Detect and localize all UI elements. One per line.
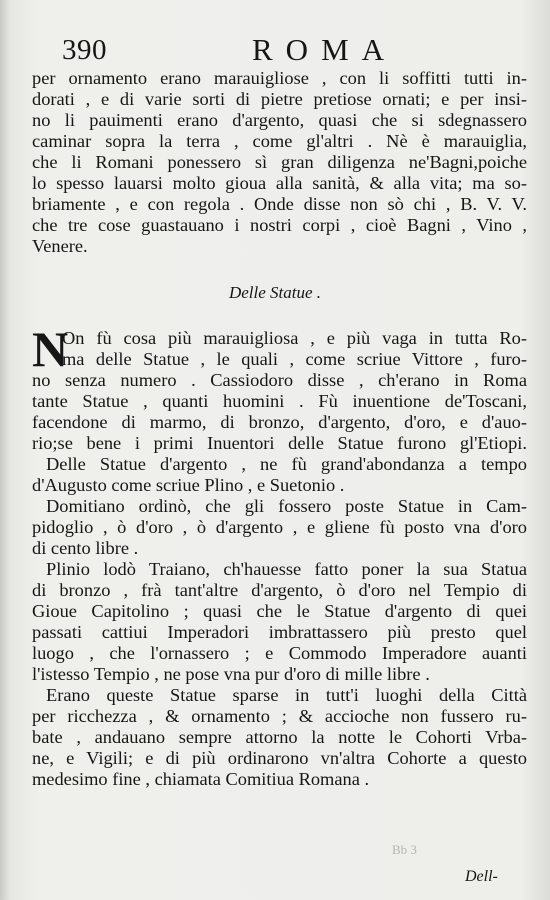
- text-line: Domitiano ordinò, che gli fossero poste Statue in Cam-: [46, 496, 527, 516]
- section-heading: Delle Statue .: [228, 283, 322, 302]
- text-line: passati cattiui Imperadori imbrattassero più presto quel: [32, 622, 527, 642]
- text-line: l'istesso Tempio , ne pose vna pur d'oro di mille libre .: [32, 664, 430, 684]
- drop-cap: N: [32, 321, 69, 377]
- text-line: bate , andauano sempre attorno la notte le Cohorti Vrba-: [32, 727, 527, 747]
- text-line: briamente , e con regola . Onde disse non sò chi , B. V. V.: [32, 194, 527, 214]
- paragraph-statues-intro: [32, 328, 527, 454]
- text-line: Gioue Capitolino ; quasi che le Statue d'argento di quei: [32, 601, 527, 621]
- running-head: [62, 30, 522, 70]
- text-line: di cento libre .: [32, 538, 139, 558]
- page-number: 390: [62, 34, 107, 66]
- text-line: Venere.: [32, 236, 88, 256]
- text-line: no li pauimenti erano d'argento, quasi che si sdegnassero: [32, 110, 527, 130]
- text-line: pidoglio , ò d'oro , ò d'argento , e gliene fù posto vna d'oro: [32, 517, 527, 537]
- text-line: dorati , e di varie sorti di pietre pretiose ornati; e per insi-: [32, 89, 527, 109]
- text-line: tante Statue , quanti huomini . Fù inuentione de'Toscani,: [32, 391, 527, 411]
- text-line: ne, e Vigili; e di più ordinarono vn'altra Cohorte a questo: [32, 748, 527, 768]
- signature-mark: Bb 3: [392, 842, 417, 857]
- paragraph-baths-end: [32, 68, 527, 257]
- text-line: di bronzo , frà tant'altre d'argento, ò d'oro nel Tempio di: [32, 580, 527, 600]
- paragraphs-statues: [32, 454, 527, 790]
- text-line: Erano queste Statue sparse in tutt'i luoghi della Città: [46, 685, 527, 705]
- text-line: medesimo fine , chiamata Comitiua Romana .: [32, 769, 370, 789]
- text-line: Delle Statue d'argento , ne fù grand'abondanza a tempo: [46, 454, 527, 474]
- text-line: caminar sopra la terra , come gl'altri . Nè è marauiglia,: [32, 131, 527, 151]
- catchword: Dell-: [465, 868, 498, 885]
- paragraph-trajan: [32, 559, 527, 685]
- paragraph-cohorts: [32, 685, 527, 790]
- text-line: On fù cosa più marauigliosa , e più vaga in tutta Ro-: [62, 328, 527, 348]
- text-line: rio;se bene i primi Inuentori delle Statue furono gl'Etiopi.: [32, 433, 527, 453]
- text-line: Plinio lodò Traiano, ch'hauesse fatto poner la sua Statua: [46, 559, 527, 579]
- text-line: per ornamento erano marauigliose , con li soffitti tutti in-: [32, 68, 527, 88]
- text-line: facendone di marmo, di bronzo, d'argento, d'oro, e d'auo-: [32, 412, 527, 432]
- text-line: che tre cose guastauano i nostri corpi , cioè Bagni , Vino ,: [32, 215, 527, 235]
- text-line: che li Romani ponessero sì gran diligenza ne'Bagni,poiche: [32, 152, 527, 172]
- text-line: d'Augusto come scriue Plino , e Suetonio .: [32, 475, 345, 495]
- text-line: per ricchezza , & ornamento ; & accioche non fussero ru-: [32, 706, 527, 726]
- text-line: no senza numero . Cassiodoro disse , ch'erano in Roma: [32, 370, 527, 390]
- text-line: ma delle Statue , le quali , come scriue Vittore , furo-: [62, 349, 527, 369]
- page-title: ROMA: [252, 32, 398, 67]
- text-line: luogo , che l'ornassero ; e Commodo Imperadore auanti: [32, 643, 527, 663]
- text-line: lo spesso lauarsi molto gioua alla sanità, & alla vita; ma so-: [32, 173, 527, 193]
- paragraph-domitian: [32, 496, 527, 559]
- paragraph-silver-statues: [32, 454, 527, 496]
